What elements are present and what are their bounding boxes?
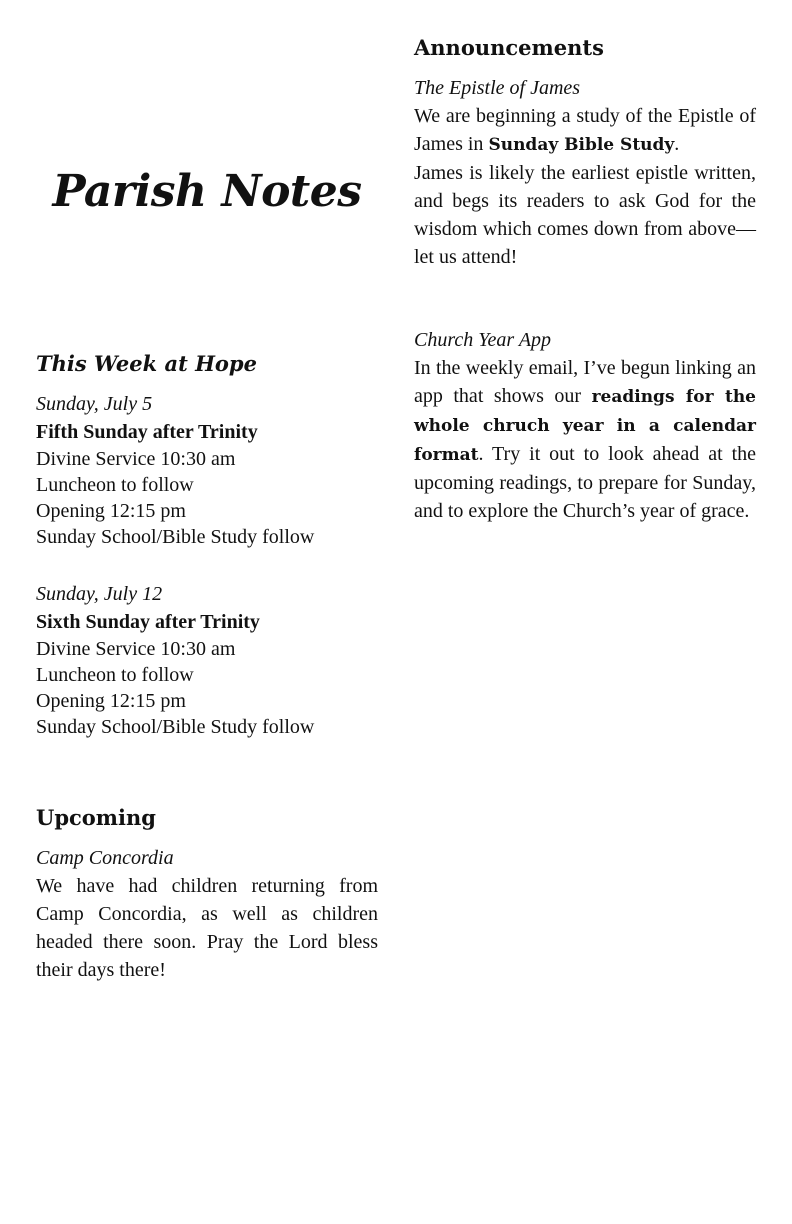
this-week-heading: This Week at Hope <box>36 351 257 376</box>
epistle-title: The Epistle of James <box>414 77 581 99</box>
upcoming-section <box>36 804 378 984</box>
app-title: Church Year App <box>414 329 552 351</box>
schedule-line: Luncheon to follow <box>36 664 194 686</box>
page-title: Parish Notes <box>52 166 362 217</box>
schedule-line: Divine Service 10:30 am <box>36 448 236 470</box>
schedule-day-1 <box>36 390 378 550</box>
schedule-line: Divine Service 10:30 am <box>36 638 236 660</box>
schedule-date: Sunday, July 12 <box>36 583 163 605</box>
schedule-day-2 <box>36 580 378 740</box>
schedule-line: Sunday School/Bible Study follow <box>36 526 315 548</box>
upcoming-item-title: Camp Concordia <box>36 847 174 869</box>
app-text <box>414 354 756 525</box>
app-text-end: . Try it out to look ahead at the upcoming readings, to prepare for Sunday, and to explore the Church’s year of grace. <box>414 443 756 522</box>
epistle-text-2: James is likely the earliest epistle written, and begs its readers to ask God for the wisdom which comes down from above—let us attend! <box>414 162 756 268</box>
schedule-occasion: Fifth Sunday after Trinity <box>36 421 258 443</box>
epistle-text <box>414 102 756 159</box>
schedule-line: Luncheon to follow <box>36 474 194 496</box>
upcoming-heading: Upcoming <box>36 805 156 830</box>
schedule-line: Opening 12:15 pm <box>36 690 186 712</box>
epistle-text-start: We are beginning a study of the Epistle of James in <box>414 105 756 155</box>
app-text-bold: readings for the whole chruch year in a calendar format <box>414 387 756 465</box>
schedule-occasion: Sixth Sunday after Trinity <box>36 611 260 633</box>
announcements-section <box>414 34 756 271</box>
app-section <box>414 326 756 525</box>
schedule-line: Sunday School/Bible Study follow <box>36 716 315 738</box>
schedule-date: Sunday, July 5 <box>36 393 153 415</box>
this-week-section <box>36 350 378 378</box>
app-text-start: In the weekly email, I’ve begun linking an app that shows our <box>414 357 756 407</box>
epistle-text-end: . <box>674 133 680 155</box>
schedule-line: Opening 12:15 pm <box>36 500 186 522</box>
upcoming-item-text: We have had children returning from Camp Concordia, as well as children headed there soon. Pray the Lord bless their days there! <box>36 875 378 981</box>
announcements-heading: Announcements <box>414 35 604 60</box>
epistle-text-bold: Sunday Bible Study <box>488 135 675 155</box>
